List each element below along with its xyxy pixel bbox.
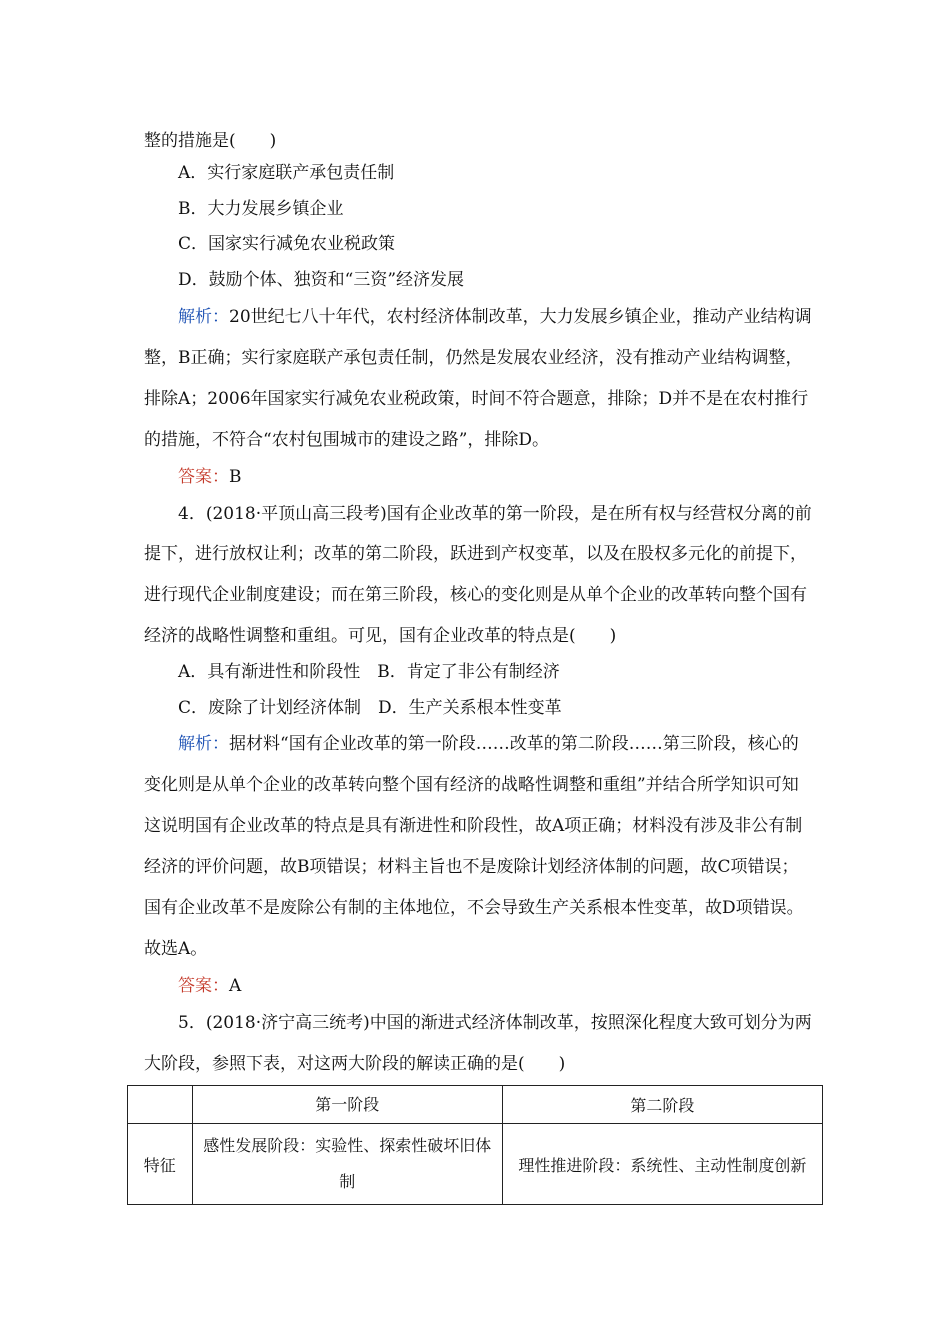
q3-analysis-label: 解析： (178, 307, 229, 327)
q3-stem-tail: 整的措施是( ) (144, 131, 277, 151)
q4-stem-line-3: 进行现代企业制度建设；而在第三阶段，核心的变化则是从单个企业的改革转向整个国有 (144, 585, 807, 605)
q4-analysis-label: 解析： (178, 734, 229, 754)
table-row-label: 特征 (128, 1124, 193, 1205)
q4-options-row-2: C．废除了计划经济体制 D．生产关系根本性变革 (178, 698, 562, 718)
q3-analysis-text-1: 20世纪七八十年代，农村经济体制改革，大力发展乡镇企业，推动产业结构调 (229, 307, 812, 327)
table-row (128, 1124, 823, 1205)
table-cell-stage-1: 感性发展阶段：实验性、探索性破坏旧体制 (192, 1124, 502, 1205)
q3-option-b: B．大力发展乡镇企业 (178, 199, 344, 219)
q4-stem-line-1: 4．(2018·平顶山高三段考)国有企业改革的第一阶段，是在所有权与经营权分离的前 (178, 504, 812, 524)
q3-option-a: A．实行家庭联产承包责任制 (178, 163, 395, 183)
q3-option-c: C．国家实行减免农业税政策 (178, 234, 396, 254)
table-header-stage-1: 第一阶段 (192, 1086, 502, 1124)
table-header-empty (128, 1086, 193, 1124)
q3-analysis-line-3: 排除A；2006年国家实行减免农业税政策，时间不符合题意，排除；D并不是在农村推行 (144, 389, 809, 409)
q4-analysis-text-1: 据材料“国有企业改革的第一阶段……改革的第二阶段……第三阶段，核心的 (229, 734, 799, 754)
q4-stem-line-4: 经济的战略性调整和重组。可见，国有企业改革的特点是( ) (144, 626, 617, 646)
q3-answer-label: 答案： (178, 467, 229, 487)
q3-analysis-line-1 (178, 306, 812, 328)
q4-stem-line-2: 提下，进行放权让利；改革的第二阶段，跃进到产权变革，以及在股权多元化的前提下， (144, 544, 807, 564)
q4-analysis-line-4: 经济的评价问题，故B项错误；材料主旨也不是废除计划经济体制的问题，故C项错误； (144, 857, 799, 877)
q3-analysis-line-4: 的措施，不符合“农村包围城市的建设之路”，排除D。 (144, 430, 550, 450)
q4-answer-label: 答案： (178, 976, 229, 996)
q4-options-row-1: A．具有渐进性和阶段性 B．肯定了非公有制经济 (178, 662, 560, 682)
table-cell-stage-2: 理性推进阶段：系统性、主动性制度创新 (502, 1124, 822, 1205)
q4-analysis-line-1 (178, 733, 799, 755)
q4-analysis-line-2: 变化则是从单个企业的改革转向整个国有经济的战略性调整和重组”并结合所学知识可知 (144, 775, 799, 795)
q4-analysis-line-6: 故选A。 (144, 939, 208, 959)
q4-analysis-line-5: 国有企业改革不是废除公有制的主体地位，不会导致生产关系根本性变革，故D项错误。 (144, 898, 804, 918)
q5-stage-table (127, 1085, 823, 1205)
q5-stem-line-2: 大阶段，参照下表，对这两大阶段的解读正确的是( ) (144, 1054, 566, 1074)
q3-answer (178, 466, 242, 488)
table-header-row (128, 1086, 823, 1124)
table-header-stage-2: 第二阶段 (502, 1086, 822, 1124)
q3-analysis-line-2: 整，B正确；实行家庭联产承包责任制，仍然是发展农业经济，没有推动产业结构调整， (144, 348, 803, 368)
q5-stem-line-1: 5．(2018·济宁高三统考)中国的渐进式经济体制改革，按照深化程度大致可划分为两 (178, 1013, 812, 1033)
q4-analysis-line-3: 这说明国有企业改革的特点是具有渐进性和阶段性，故A项正确；材料没有涉及非公有制 (144, 816, 803, 836)
q4-answer-value: A (229, 976, 242, 996)
q3-answer-value: B (229, 467, 242, 487)
q3-option-d: D．鼓励个体、独资和“三资”经济发展 (178, 270, 465, 290)
q4-answer (178, 975, 241, 997)
